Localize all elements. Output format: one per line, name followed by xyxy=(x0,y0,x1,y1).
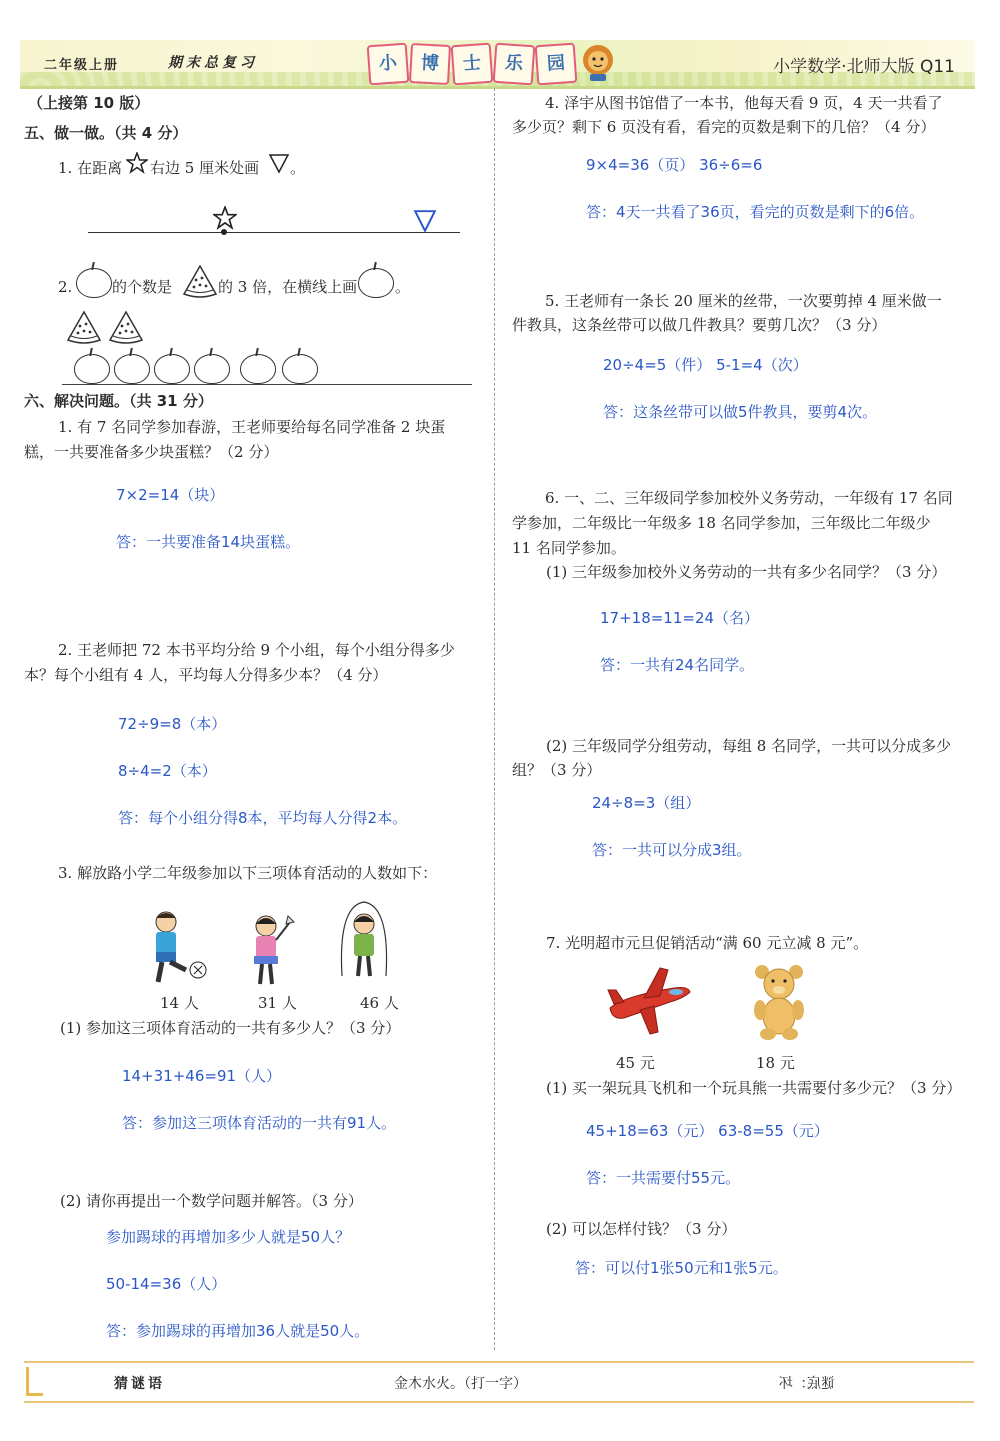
p1-calc: 7×2=14（块） xyxy=(116,486,225,504)
badge-3: 士 xyxy=(451,43,494,86)
apple-row-icon-5 xyxy=(240,354,276,384)
p4-calc: 9×4=36（页） 36÷6=6 xyxy=(586,156,763,174)
p7-intro: 7. 光明超市元旦促销活动“满 60 元立减 8 元”。 xyxy=(546,934,869,952)
p6-calc2: 24÷8=3（组） xyxy=(592,794,701,812)
p5-line2: 件教具，这条丝带可以做几件教具？要剪几次？（3 分） xyxy=(512,316,887,334)
apple-row-icon-2 xyxy=(114,354,150,384)
p5-calc: 20÷4=5（件） 5-1=4（次） xyxy=(603,356,808,374)
p4-line2: 多少页？剩下 6 页没有看，看完的页数是剩下的几倍？（4 分） xyxy=(512,118,936,136)
p5-line1: 5. 王老师有一条长 20 厘米的丝带，一次要剪掉 4 厘米做一 xyxy=(545,292,942,310)
answer-triangle-icon xyxy=(412,209,438,233)
section6-title: 六、解决问题。（共 31 分） xyxy=(24,392,213,410)
p3-intro: 3. 解放路小学二年级参加以下三项体育活动的人数如下： xyxy=(58,864,438,882)
p3-count-3: 46 人 xyxy=(360,994,399,1012)
teddy-bear-icon xyxy=(748,962,812,1042)
p7-answer1: 答：一共需要付55元。 xyxy=(586,1169,741,1187)
badge-1: 小 xyxy=(367,43,410,86)
p6-q2-line2: 组？（3 分） xyxy=(512,761,602,779)
section5-title: 五、做一做。（共 4 分） xyxy=(24,124,188,142)
badminton-kid-icon xyxy=(240,912,300,988)
p6-q2-line1: (2) 三年级同学分组劳动，每组 8 名同学，一共可以分成多少 xyxy=(546,737,952,755)
p7-price-bear: 18 元 xyxy=(756,1054,795,1072)
p4-line1: 4. 泽宇从图书馆借了一本书，他每天看 9 页，4 天一共看了 xyxy=(545,94,943,112)
p6-q1: (1) 三年级参加校外义务劳动的一共有多少名同学？（3 分） xyxy=(546,563,947,581)
p4-answer: 答：4天一共看了36页，看完的页数是剩下的6倍。 xyxy=(586,203,925,221)
footer-corner-decoration xyxy=(26,1367,43,1396)
q2-mid1: 的个数是 xyxy=(112,278,173,296)
apple-row-icon-4 xyxy=(194,354,230,384)
grade-label: 二年级上册 xyxy=(44,58,120,73)
apple-row-icon-3 xyxy=(154,354,190,384)
page-footer xyxy=(24,1361,974,1403)
p7-answer2: 答：可以付1张50元和1张5元。 xyxy=(575,1259,788,1277)
watermelon-row-icon-1 xyxy=(64,306,104,346)
p7-price-airplane: 45 元 xyxy=(616,1054,655,1072)
p2-line1: 2. 王老师把 72 本书平均分给 9 个小组，每个小组分得多少 xyxy=(58,641,455,659)
p3-count-2: 31 人 xyxy=(258,994,297,1012)
apple-icon-2 xyxy=(358,268,394,298)
p3-q1: (1) 参加这三项体育活动的一共有多少人？（3 分） xyxy=(60,1019,401,1037)
p1-line1: 1. 有 7 名同学参加春游，王老师要给每名同学准备 2 块蛋 xyxy=(58,418,446,436)
apple-icon xyxy=(76,268,112,298)
p2-calc2: 8÷4=2（本） xyxy=(118,762,217,780)
page-header xyxy=(20,40,975,89)
line-point xyxy=(221,229,227,235)
q2-answer-line xyxy=(62,384,472,385)
series-label: 期末总复习 xyxy=(168,55,258,71)
p3-q2: (2) 请你再提出一个数学问题并解答。（3 分） xyxy=(60,1192,363,1210)
p5-answer: 答：这条丝带可以做5件教具，要剪4次。 xyxy=(603,403,878,421)
p7-q2: (2) 可以怎样付钱？（3 分） xyxy=(546,1220,737,1238)
apple-row-icon-6 xyxy=(282,354,318,384)
p6-line3: 11 名同学参加。 xyxy=(512,539,626,557)
p6-calc1: 17+18=11=24（名） xyxy=(600,609,760,627)
subject-label: 小学数学·北师大版 Q11 xyxy=(773,57,955,77)
p6-answer2: 答：一共可以分成3组。 xyxy=(592,841,752,859)
p3-answer1: 答：参加这三项体育活动的一共有91人。 xyxy=(122,1114,397,1132)
watermelon-icon xyxy=(180,262,220,298)
star-on-line-icon xyxy=(213,206,237,230)
soccer-kid-icon xyxy=(140,908,210,988)
q2-suffix: 。 xyxy=(395,278,411,296)
jump-rope-kid-icon xyxy=(334,896,394,986)
p1-line2: 糕，一共要准备多少块蛋糕？（2 分） xyxy=(24,443,279,461)
column-divider xyxy=(494,88,495,1350)
riddle-text: 金木水火。（打一字） xyxy=(394,1376,527,1392)
p2-calc1: 72÷9=8（本） xyxy=(118,715,227,733)
p7-q1: (1) 买一架玩具飞机和一个玩具熊一共需要付多少元？（3 分） xyxy=(546,1079,962,1097)
p2-answer: 答：每个小组分得8本，平均每人分得2本。 xyxy=(118,809,408,827)
p3-answer2: 答：参加踢球的再增加36人就是50人。 xyxy=(106,1322,370,1340)
riddle-label: 猜谜语 xyxy=(114,1376,165,1392)
p3-calc2: 50-14=36（人） xyxy=(106,1275,227,1293)
badge-5: 园 xyxy=(535,43,578,86)
p6-answer1: 答：一共有24名同学。 xyxy=(600,656,755,674)
p6-line2: 学参加，二年级比一年级多 18 名同学参加，三年级比二年级少 xyxy=(512,514,931,532)
q1-prefix: 1. 在距离 xyxy=(58,159,123,177)
triangle-icon xyxy=(268,152,290,174)
riddle-answer: 谜底：坏 xyxy=(779,1376,835,1392)
q1-line xyxy=(88,232,460,233)
p3-count-1: 14 人 xyxy=(160,994,199,1012)
toy-airplane-icon xyxy=(604,960,694,1038)
q2-mid2: 的 3 倍，在横线上画 xyxy=(218,278,358,296)
badge-2: 博 xyxy=(409,43,451,85)
q1-mid: 右边 5 厘米处画 xyxy=(150,159,260,177)
p3-calc1: 14+31+46=91（人） xyxy=(122,1067,282,1085)
watermelon-row-icon-2 xyxy=(106,306,146,346)
lion-mascot-icon xyxy=(578,42,618,82)
q1-suffix: 。 xyxy=(290,159,306,177)
p7-calc1: 45+18=63（元） 63-8=55（元） xyxy=(586,1122,829,1140)
p6-line1: 6. 一、二、三年级同学参加校外义务劳动，一年级有 17 名同 xyxy=(545,489,953,507)
p1-answer: 答：一共要准备14块蛋糕。 xyxy=(116,533,301,551)
p3-ask2: 参加踢球的再增加多少人就是50人？ xyxy=(106,1228,351,1246)
badge-4: 乐 xyxy=(493,43,536,86)
apple-row-icon-1 xyxy=(74,354,110,384)
star-icon xyxy=(126,152,148,174)
continue-note: （上接第 10 版） xyxy=(28,94,150,112)
p2-line2: 本？每个小组有 4 人，平均每人分得多少本？（4 分） xyxy=(24,666,388,684)
q2-prefix: 2. xyxy=(58,278,73,296)
